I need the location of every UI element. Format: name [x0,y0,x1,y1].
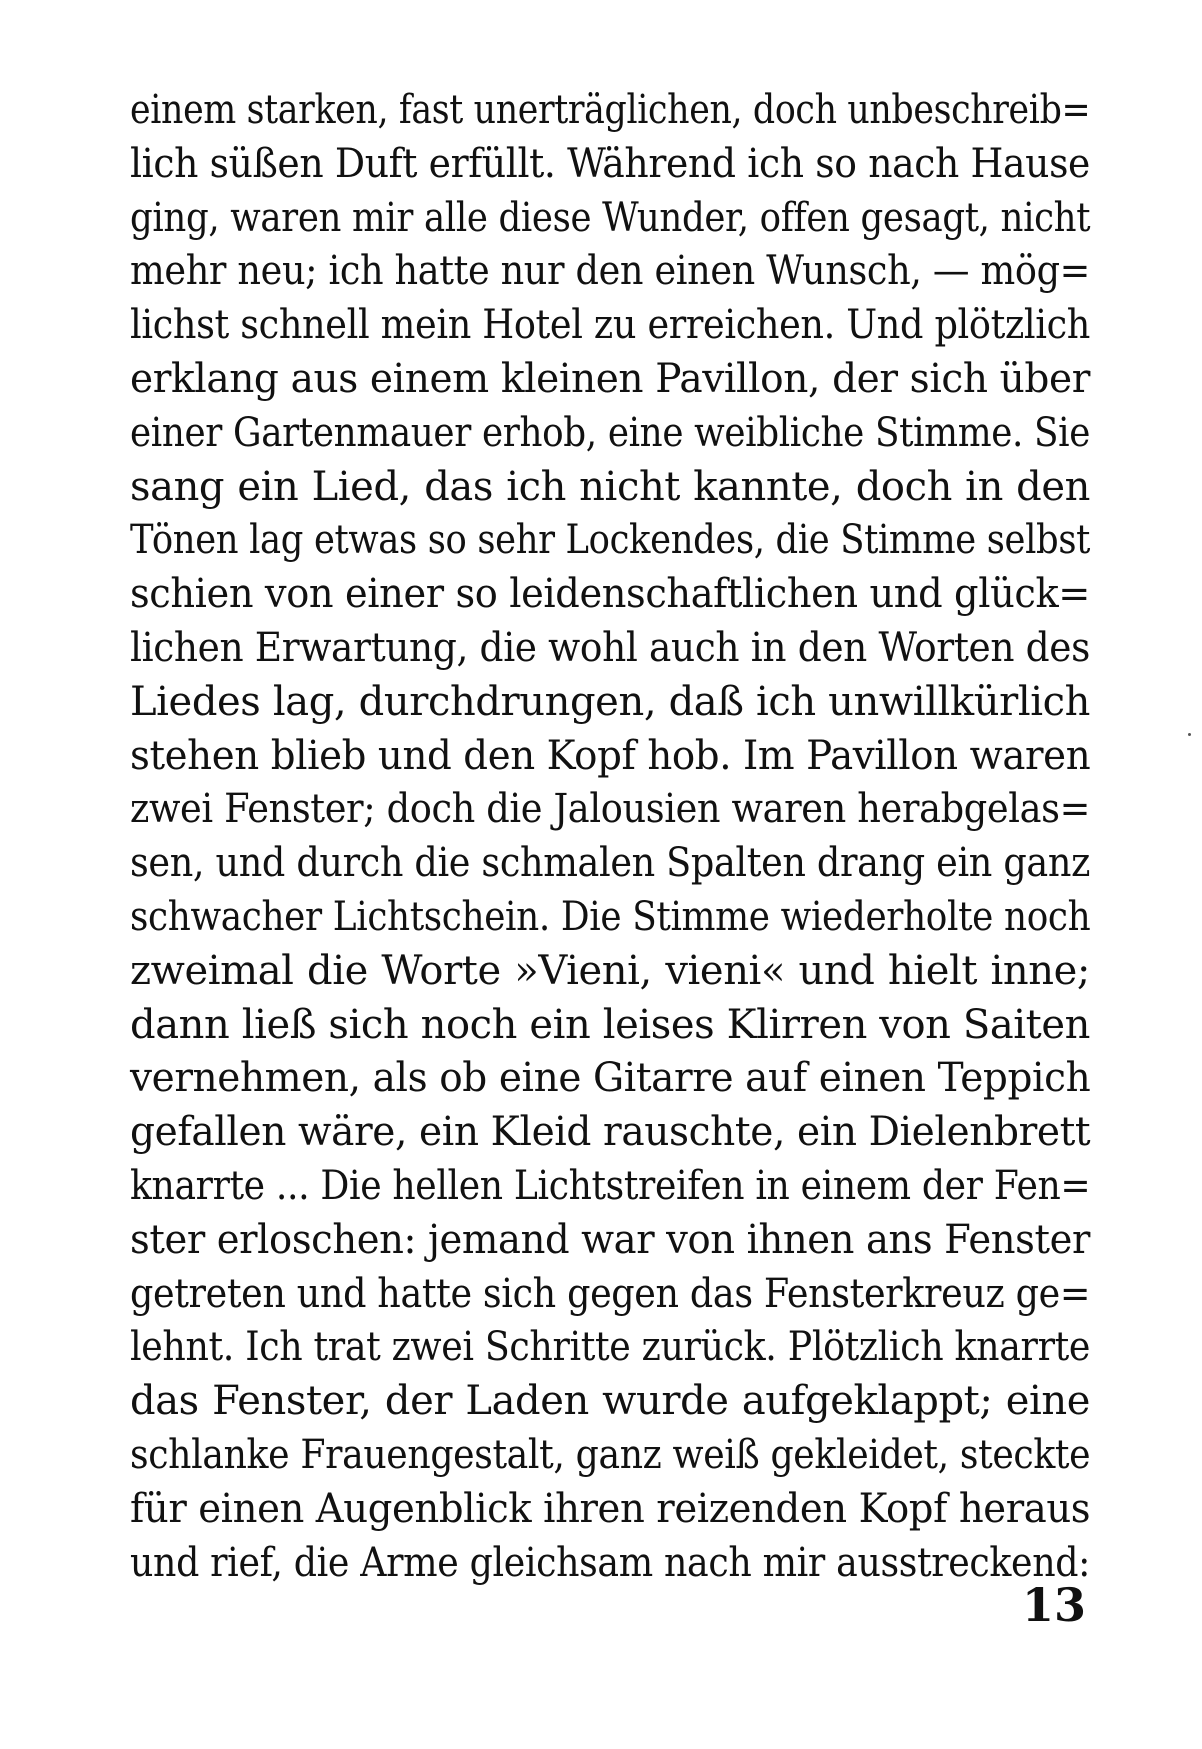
text-line: lehnt. Ich trat zwei Schritte zurück. Plötzlich knarrte [130,1324,1090,1371]
text-line: zwei Fenster; doch die Jalousien waren herabgelas= [130,786,1090,833]
text-line: ster erloschen: jemand war von ihnen ans Fenster [130,1216,1090,1263]
ink-speck [1188,733,1191,736]
text-line: für einen Augenblick ihren reizenden Kopf heraus [130,1485,1091,1532]
text-line: lichst schnell mein Hotel zu erreichen. Und plötzlich [130,302,1090,349]
text-line: und rief, die Arme gleichsam nach mir ausstreckend: [130,1539,1090,1586]
text-line: lichen Erwartung, die wohl auch in den Worten des [130,624,1090,671]
text-line: lich süßen Duft erfüllt. Während ich so nach Hause [130,140,1090,187]
text-line: getreten und hatte sich gegen das Fensterkreuz ge= [130,1270,1091,1317]
text-line: Tönen lag etwas so sehr Lockendes, die Stimme selbst [130,517,1090,564]
text-line: knarrte ... Die hellen Lichtstreifen in einem der Fen= [130,1162,1091,1209]
body-text [130,84,1090,1590]
text-line: ging, waren mir alle diese Wunder, offen gesagt, nicht [130,194,1091,241]
text-line: zweimal die Worte »Vieni, vieni« und hielt inne; [130,947,1090,994]
text-line: vernehmen, als ob eine Gitarre auf einen Teppich [130,1055,1091,1102]
text-line: erklang aus einem kleinen Pavillon, der sich über [130,355,1090,402]
text-line: das Fenster, der Laden wurde aufgeklappt; eine [130,1378,1090,1425]
text-line: gefallen wäre, ein Kleid rauschte, ein Dielenbrett [130,1109,1091,1156]
text-line: einem starken, fast unerträglichen, doch unbeschreib= [130,87,1091,133]
text-line: schwacher Lichtschein. Die Stimme wiederholte noch [130,893,1091,940]
text-line: sen, und durch die schmalen Spalten drang ein ganz [130,840,1090,887]
text-line: mehr neu; ich hatte nur den einen Wunsch, — mög= [130,248,1090,295]
page-number: 13 [1021,1578,1086,1632]
text-line: schlanke Frauengestalt, ganz weiß gekleidet, steckte [130,1431,1091,1478]
text-line: stehen blieb und den Kopf hob. Im Pavillon waren [130,732,1091,779]
text-line: dann ließ sich noch ein leises Klirren von Saiten [130,1001,1090,1048]
text-line: einer Gartenmauer erhob, eine weibliche Stimme. Sie [130,409,1090,456]
text-line: sang ein Lied, das ich nicht kannte, doch in den [130,463,1090,510]
text-line: schien von einer so leidenschaftlichen und glück= [130,571,1091,618]
text-line: Liedes lag, durchdrungen, daß ich unwillkürlich [130,678,1090,725]
